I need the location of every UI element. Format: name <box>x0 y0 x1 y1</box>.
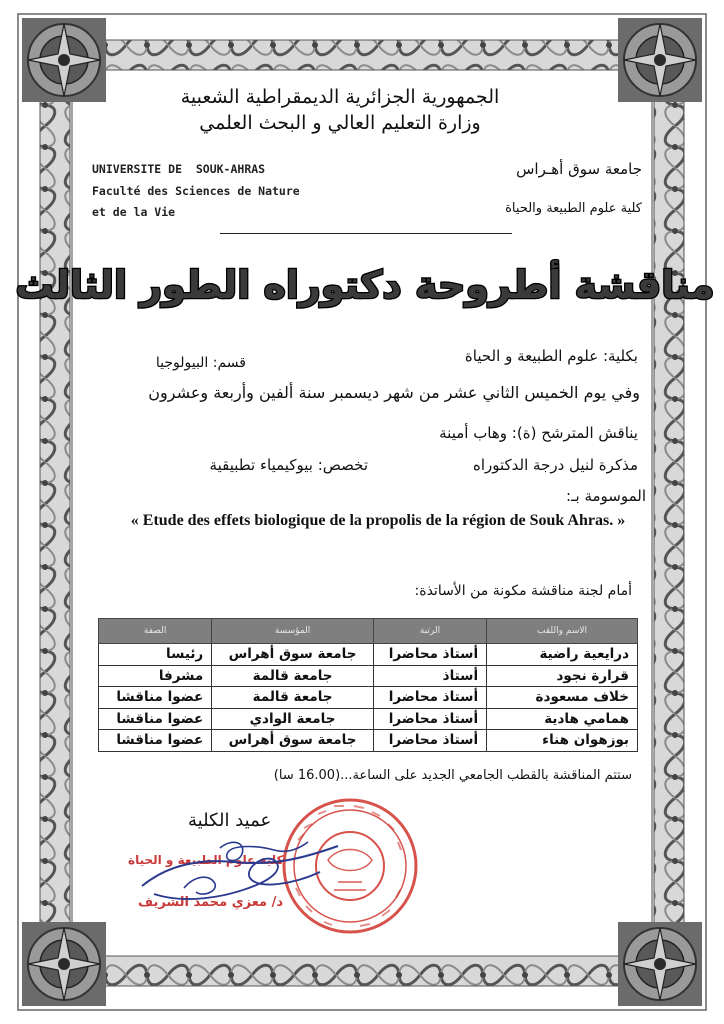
header-divider <box>220 233 512 234</box>
table-row <box>99 687 638 709</box>
ornamental-corner-icon <box>618 922 702 1006</box>
ornamental-corner-icon <box>618 18 702 102</box>
jury-member-name: قرارة نجود <box>487 665 638 687</box>
table-row <box>99 730 638 752</box>
jury-member-rank: أستاذ محاضرا <box>373 708 486 730</box>
memo-line: مذكرة لنيل درجة الدكتوراه <box>472 456 638 474</box>
jury-member-rank: أستاذ محاضرا <box>373 730 486 752</box>
jury-member-role: عضوا مناقشا <box>99 730 212 752</box>
jury-member-institution: جامعة سوق أهراس <box>212 730 374 752</box>
department-line: قسم: البيولوجيا <box>155 355 246 371</box>
jury-header-role: الصفة <box>99 619 212 644</box>
jury-header-name: الاسم واللقب <box>487 619 638 644</box>
jury-header-institution: المؤسسة <box>212 619 374 644</box>
dean-title: عميد الكلية <box>188 810 272 831</box>
signature-icon <box>124 828 354 918</box>
jury-member-rank: أستاذ محاضرا <box>373 687 486 709</box>
jury-intro: أمام لجنة مناقشة مكونة من الأساتذة: <box>414 583 632 599</box>
jury-member-name: همامي هادية <box>487 708 638 730</box>
jury-member-institution: جامعة قالمة <box>212 665 374 687</box>
jury-member-rank: أستاذ <box>373 665 486 687</box>
table-row <box>99 644 638 666</box>
ornamental-corner-icon <box>22 922 106 1006</box>
ministry-name: وزارة التعليم العالي و البحث العلمي <box>199 112 481 134</box>
faculty-name-ar: كلية علوم الطبيعة والحياة <box>505 201 642 216</box>
jury-member-rank: أستاذ محاضرا <box>373 644 486 666</box>
republic-name: الجمهورية الجزائرية الديمقراطية الشعبية <box>180 86 500 108</box>
jury-member-name: خلاف مسعودة <box>487 687 638 709</box>
page-title <box>15 240 715 324</box>
table-row <box>99 665 638 687</box>
table-row <box>99 708 638 730</box>
university-name-fr: UNIVERSITE DE SOUK-AHRAS <box>92 162 266 176</box>
dean-stamp-faculty: كلية علوم الطبيعة و الحياة <box>128 853 284 867</box>
thesis-title: « Etude des effets biologique de la propolis de la région de Souk Ahras. » <box>130 512 626 529</box>
jury-member-name: درايعية راضية <box>487 644 638 666</box>
university-name-ar: جامعة سوق أهـراس <box>516 160 642 178</box>
dean-stamp-name: د/ معزي محمد الشريف <box>138 895 284 910</box>
jury-member-role: عضوا مناقشا <box>99 687 212 709</box>
jury-member-role: عضوا مناقشا <box>99 708 212 730</box>
jury-member-institution: جامعة سوق أهراس <box>212 644 374 666</box>
titled-label: الموسومة بـ: <box>566 487 646 505</box>
jury-member-role: رئيسا <box>99 644 212 666</box>
jury-header-rank: الرتبة <box>373 619 486 644</box>
faculty-name-fr-line2: et de la Vie <box>92 205 176 219</box>
jury-table-header-row <box>99 619 638 644</box>
faculty-line: بكلية: علوم الطبيعة و الحياة <box>464 347 638 365</box>
schedule-line: ستتم المناقشة بالقطب الجامعي الجديد على الساعة...(16.00 سا) <box>273 768 632 783</box>
jury-member-role: مشرفا <box>99 665 212 687</box>
ornamental-corner-icon <box>22 18 106 102</box>
page-title-text: مناقشة أطروحة دكتوراه الطور الثالث <box>15 263 715 307</box>
jury-member-name: بوزهوان هناء <box>487 730 638 752</box>
jury-table <box>98 618 638 752</box>
defense-date-line: وفي يوم الخميس الثاني عشر من شهر ديسمبر سنة ألفين وأربعة وعشرون <box>148 383 640 402</box>
candidate-line: يناقش المترشح (ة): وهاب أمينة <box>439 424 638 442</box>
jury-member-institution: جامعة قالمة <box>212 687 374 709</box>
jury-member-institution: جامعة الوادي <box>212 708 374 730</box>
faculty-name-fr-line1: Faculté des Sciences de Nature <box>92 184 300 198</box>
specialty-line: تخصص: بيوكيمياء تطبيقية <box>209 456 368 474</box>
